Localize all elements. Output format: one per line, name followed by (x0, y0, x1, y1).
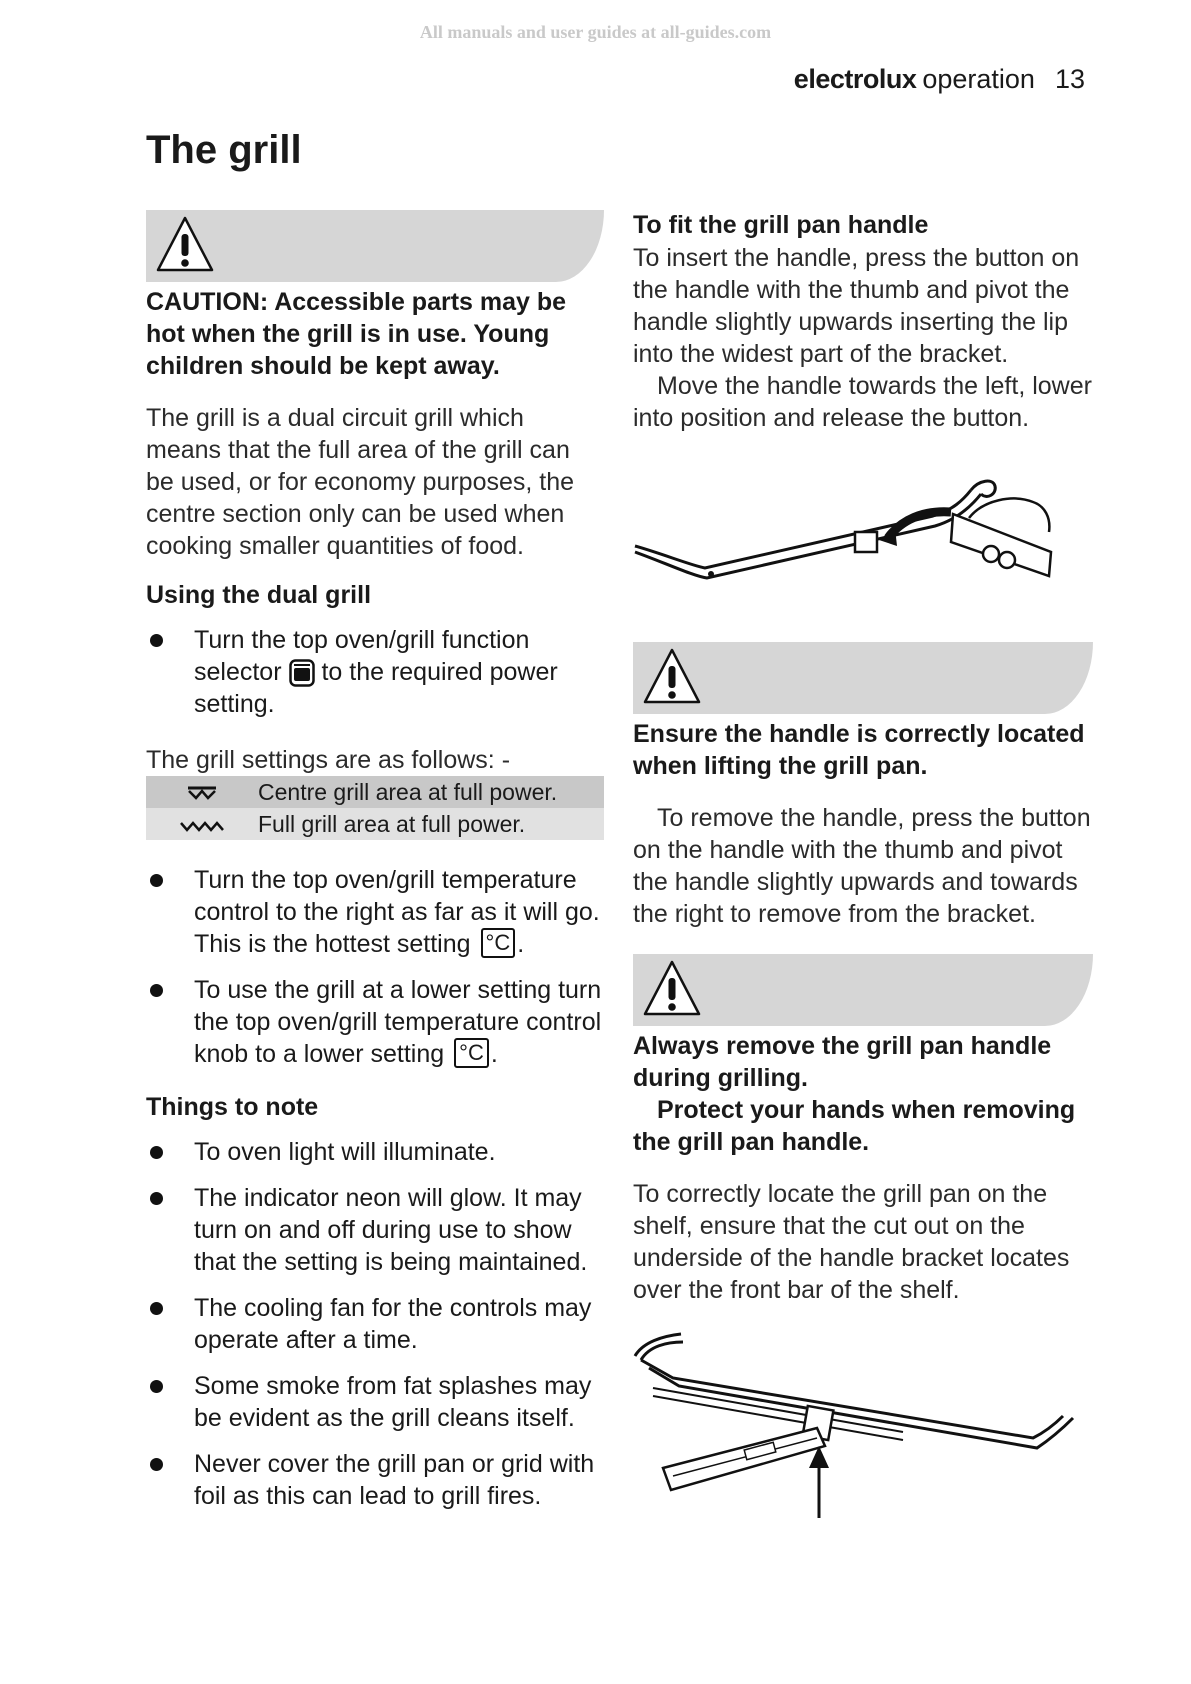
step-text: Turn the top oven/grill function selector (194, 626, 530, 686)
remove-handle-paragraph: To remove the handle, press the button on the handle with the thumb and pivot the handle slightly upwards and towards the right to remove from the bracket. (633, 804, 1091, 928)
grill-settings-table (146, 776, 604, 840)
temperature-icon: °C (481, 928, 516, 958)
locate-pan-paragraph: To correctly locate the grill pan on the shelf, ensure that the cut out on the underside of the handle bracket locates over the front bar of the shelf. (633, 1180, 1070, 1304)
notes-list (146, 1136, 604, 1512)
page-title: The grill (146, 128, 302, 172)
fit-handle-heading: To fit the grill pan handle (633, 211, 929, 239)
full-grill-icon (179, 820, 225, 832)
warning-banner-1 (633, 642, 1093, 714)
section-name: operation (922, 64, 1035, 94)
warning-text-2b: Protect your hands when removing the grill pan handle. (633, 1096, 1076, 1156)
right-column (633, 210, 1093, 1518)
watermark: All manuals and user guides at all-guides.com (419, 22, 772, 42)
list-item: To oven light will illuminate. (146, 1136, 604, 1168)
dual-grill-steps (146, 624, 604, 720)
warning-banner-2 (633, 954, 1093, 1026)
caution-text: CAUTION: Accessible parts may be hot when the grill is in use. Young children should be kept away. (146, 288, 567, 380)
list-item (146, 624, 604, 720)
pan-locate-illustration (633, 1328, 1093, 1518)
caution-banner (146, 210, 604, 282)
warning-icon (154, 214, 216, 276)
step-text: To use the grill at a lower setting turn the top oven/grill temperature control knob to a lower setting (194, 976, 602, 1068)
temperature-steps (146, 864, 604, 1070)
setting-label: Full grill area at full power. (258, 810, 526, 837)
grill-function-icon (289, 659, 315, 687)
table-row (146, 776, 604, 808)
dual-grill-heading: Using the dual grill (146, 581, 372, 609)
setting-label: Centre grill area at full power. (258, 778, 558, 805)
warning-icon (641, 646, 703, 708)
list-item: The cooling fan for the controls may operate after a time. (146, 1292, 604, 1356)
list-item: Never cover the grill pan or grid with foil as this can lead to grill fires. (146, 1448, 604, 1512)
warning-icon (641, 958, 703, 1020)
list-item: To use the grill at a lower setting turn the top oven/grill temperature control knob to a lower setting °C . (146, 974, 604, 1070)
list-item: The indicator neon will glow. It may turn on and off during use to show that the setting is being maintained. (146, 1182, 604, 1278)
list-item: Some smoke from fat splashes may be evident as the grill cleans itself. (146, 1370, 604, 1434)
settings-intro: The grill settings are as follows: - (146, 746, 511, 774)
step-text: to the required power setting. (194, 658, 558, 718)
step-text: Turn the top oven/grill temperature control to the right as far as it will go. This is the hottest setting (194, 866, 600, 958)
page-header (794, 64, 1085, 95)
brand-name: electrolux (793, 64, 917, 94)
fit-handle-paragraph: To insert the handle, press the button on the handle with the thumb and pivot the handle slightly upwards inserting the lip into the widest part of the bracket. (633, 244, 1080, 368)
table-row (146, 808, 604, 840)
notes-heading: Things to note (146, 1093, 319, 1121)
intro-paragraph: The grill is a dual circuit grill which means that the full area of the grill can be used, or for economy purposes, the centre section only can be used when cooking smaller quantities of food. (146, 404, 575, 560)
handle-insert-illustration (633, 434, 1093, 624)
temperature-icon: °C (454, 1038, 489, 1068)
fit-handle-paragraph-2: Move the handle towards the left, lower into position and release the button. (633, 372, 1092, 432)
warning-text-2a: Always remove the grill pan handle during grilling. (633, 1032, 1052, 1092)
page-number: 13 (1054, 64, 1085, 94)
left-column (146, 210, 604, 1526)
warning-text-1: Ensure the handle is correctly located when lifting the grill pan. (633, 720, 1085, 780)
list-item: Turn the top oven/grill temperature control to the right as far as it will go. This is the hottest setting °C . (146, 864, 604, 960)
centre-grill-icon (185, 786, 219, 800)
